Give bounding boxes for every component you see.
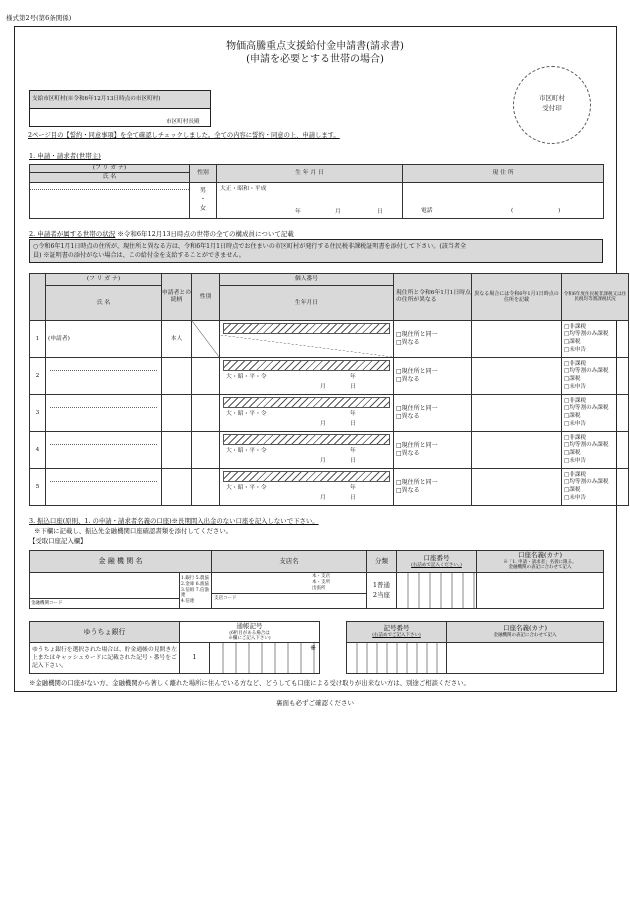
tax-status-options[interactable] xyxy=(562,321,629,358)
see-back-note: 裏面も必ずご確認ください xyxy=(276,699,354,707)
branch-type-1[interactable]: 本・支店 xyxy=(312,574,330,579)
previous-address-field[interactable] xyxy=(472,395,562,432)
opt-undeclared[interactable]: □未申告 xyxy=(564,494,587,501)
member-relation-field[interactable] xyxy=(162,358,192,395)
applicant-label: (申請者) xyxy=(48,335,70,342)
tsucho-prefix: 1 xyxy=(180,643,210,674)
previous-address-field[interactable] xyxy=(472,469,562,506)
hh-furigana-header: (フ リ ガ ナ) xyxy=(46,274,162,286)
era-options: 大・昭・平・令 xyxy=(226,447,267,454)
household-table xyxy=(29,273,629,506)
applicant-name-field[interactable] xyxy=(30,183,190,219)
kigo-field[interactable] xyxy=(347,643,447,674)
household-row xyxy=(30,469,629,506)
era-options: 大・昭・平・令 xyxy=(226,484,267,491)
same-address-options[interactable] xyxy=(394,321,472,358)
form-title xyxy=(150,41,480,66)
kigo-header xyxy=(347,622,447,643)
member-sex-field[interactable] xyxy=(192,432,220,469)
member-mynumber-field[interactable] xyxy=(220,432,394,469)
hh-diff-header: 異なる場合には令和6年1月1日時点の住所を記載 xyxy=(472,274,562,321)
tax-status-options[interactable] xyxy=(562,358,629,395)
applicant-sex-field[interactable]: 男 ・ 女 xyxy=(190,183,217,219)
section2-subtitle: ※令和6年12月13日時点の世帯の全ての構成員について記載 xyxy=(117,230,294,238)
phone-paren-close: ) xyxy=(558,208,561,214)
tsucho-mark: ※ xyxy=(310,644,317,652)
branch-header: 支店名 xyxy=(212,551,367,573)
relation-self: 本人 xyxy=(170,335,183,342)
opt-taxed[interactable]: □課税 xyxy=(564,376,581,382)
holder-header xyxy=(477,551,604,573)
member-mynumber-field[interactable] xyxy=(220,395,394,432)
row-number: 3 xyxy=(30,395,46,432)
opt-equal-only[interactable]: □均等割のみ課税 xyxy=(564,405,609,412)
row-number: 1 xyxy=(30,321,46,358)
hh-same-header: 現住所と令和6年1月1日時点の住所が異なる xyxy=(394,274,472,321)
type-header: 分類 xyxy=(367,551,397,573)
footer-note: ※金融機関の口座がない方、金融機関から著しく離れた場所に住んでいる方など、どうしても口座による受け取りが出来ない方は、別途ご相談ください。 xyxy=(29,679,470,687)
acct-no-label: 口座番号 xyxy=(423,553,450,562)
opt-different[interactable]: □異なる xyxy=(396,376,420,383)
section3-title: 3. 振込口座(原則、1. の申請・請求者名義の口座)※長期間入出金のない口座を記入しないで下さい。 xyxy=(29,517,319,525)
member-sex-field[interactable] xyxy=(192,321,220,358)
acct-no-header xyxy=(397,551,477,573)
opt-nontax[interactable]: □非課税 xyxy=(564,323,587,330)
section2-title-text: 2. 申請者が属する世帯の状況 xyxy=(29,230,116,238)
holder-note2: 金融機関の表記に合わせて記入 xyxy=(508,565,572,571)
kigo-label: 記号番号 xyxy=(383,624,410,633)
household-row xyxy=(30,358,629,395)
addressee-label: 支給市区町村(※令和6年12月13日時点の市区町村) xyxy=(32,96,161,102)
opt-undeclared[interactable]: □未申告 xyxy=(564,383,587,390)
month-label: 月 xyxy=(320,457,326,464)
bank-table xyxy=(29,550,604,609)
tsucho-label: 通帳記号 xyxy=(236,621,263,630)
opt-nontax[interactable]: □非課税 xyxy=(564,397,587,404)
applicant-birth-field[interactable] xyxy=(217,183,403,219)
previous-address-field[interactable] xyxy=(472,432,562,469)
birth-header: 生 年 月 日 xyxy=(217,165,403,183)
opt-equal-only[interactable]: □均等割のみ課税 xyxy=(564,368,609,375)
same-address-options[interactable] xyxy=(394,469,472,506)
account-number-field[interactable] xyxy=(397,573,477,609)
furigana-header: (フ リ ガ ナ) xyxy=(30,165,190,173)
hh-relation-header: 申請者との続柄 xyxy=(162,274,192,321)
yucho-holder-field[interactable] xyxy=(447,643,604,674)
year-label: 年 xyxy=(350,484,356,491)
opt-different[interactable]: □異なる xyxy=(396,487,420,494)
household-row xyxy=(30,321,629,358)
opt-equal-only[interactable]: □均等割のみ課税 xyxy=(564,442,609,449)
applicant-table xyxy=(29,164,604,219)
reception-stamp-circle xyxy=(513,66,591,144)
holder-note1: ※「1. 申請・請求者」名義に限る。 xyxy=(503,560,577,565)
section2-note1: ○令和6年1月1日時点の住所が、現住所と異なる方は、令和6年1月1日時点でお住まいの市区町村が発行する住民税非課税証明書を添付して下さい。(該当者全 xyxy=(33,243,467,250)
name-header: 氏 名 xyxy=(30,173,190,183)
opt-same[interactable]: □現住所と同一 xyxy=(396,404,438,412)
bank-type-3[interactable]: 3.信組 7.信漁連 xyxy=(181,587,210,599)
yucho-holder-note: 金融機関の表記に合わせて記入 xyxy=(493,633,557,639)
member-name-field[interactable] xyxy=(46,321,162,358)
opt-different[interactable]: □異なる xyxy=(396,339,420,346)
sex-header: 性別 xyxy=(190,165,217,183)
row-number: 4 xyxy=(30,432,46,469)
same-address-options[interactable] xyxy=(394,432,472,469)
section3-note: ※下欄に記載し、振込先金融機関口座確認書類を添付してください。 xyxy=(34,527,233,535)
previous-address-field[interactable] xyxy=(472,358,562,395)
member-name-field[interactable] xyxy=(46,432,162,469)
birth-month-label: 月 xyxy=(335,209,341,215)
stamp-line1: 市区町村 xyxy=(539,94,565,102)
household-row xyxy=(30,432,629,469)
yucho-holder-header xyxy=(447,622,604,643)
member-relation-field[interactable] xyxy=(162,395,192,432)
member-sex-field[interactable] xyxy=(192,358,220,395)
acct-type-ordinary[interactable]: 1普通 xyxy=(372,580,391,589)
yucho-holder-label: 口座名義(カナ) xyxy=(502,624,548,633)
tsucho-note2: ※欄にご記入下さい) xyxy=(228,635,271,641)
day-label: 日 xyxy=(350,420,356,427)
section1-title: 1. 申請・請求者(世帯主) xyxy=(29,152,101,160)
opt-different[interactable]: □異なる xyxy=(396,450,420,457)
member-name-field[interactable] xyxy=(46,469,162,506)
bank-code-label: 金融機関コード xyxy=(30,598,179,608)
phone-paren-open: ( xyxy=(511,208,514,214)
year-label: 年 xyxy=(350,447,356,454)
day-label: 日 xyxy=(350,494,356,501)
account-type-options[interactable] xyxy=(367,573,397,609)
member-relation-field[interactable] xyxy=(162,432,192,469)
address-header: 現 住 所 xyxy=(403,165,604,183)
opt-nontax[interactable]: □非課税 xyxy=(564,434,587,441)
pledge-notice: 2ページ目の【誓約・同意事項】を全て確認しチェックしました。全ての内容に誓約・同意の上、申請します。 xyxy=(28,132,340,139)
form-number: 様式第2号(第6条関係) xyxy=(6,14,72,22)
hh-mynumber-header: 個人番号 xyxy=(220,274,394,286)
acct-no-note: (右詰めで記入ください。) xyxy=(411,562,462,568)
member-relation-field[interactable] xyxy=(162,321,192,358)
hh-tax-header: 令和6年度住民税非課税又は住民税均等割課税状況 xyxy=(562,274,629,321)
birth-year-label: 年 xyxy=(295,209,301,215)
opt-taxed[interactable]: □課税 xyxy=(564,413,581,419)
opt-same[interactable]: □現住所と同一 xyxy=(396,367,438,375)
yucho-description: ゆうちょ銀行を選択された場合は、貯金通帳の見開き左上またはキャッシュカードに記載された記号・番号をご記入下さい。 xyxy=(30,643,180,674)
hh-birth-header: 生年月日 xyxy=(220,286,394,321)
household-row xyxy=(30,395,629,432)
member-sex-field[interactable] xyxy=(192,395,220,432)
title-line1: 物価高騰重点支援給付金申請書(請求書) xyxy=(226,41,404,52)
year-label: 年 xyxy=(350,373,356,380)
holder-label: 口座名義(カナ) xyxy=(517,551,563,560)
tax-status-options[interactable] xyxy=(562,432,629,469)
opt-equal-only[interactable]: □均等割のみ課税 xyxy=(564,479,609,486)
opt-nontax[interactable]: □非課税 xyxy=(564,360,587,367)
phone-label: 電話 xyxy=(421,208,433,214)
tax-status-options[interactable] xyxy=(562,469,629,506)
era-options: 大・昭・平・令 xyxy=(226,410,267,417)
yucho-table xyxy=(29,621,604,674)
bank-name-header: 金 融 機 関 名 xyxy=(30,551,212,573)
holder-name-field[interactable] xyxy=(477,573,604,609)
branch-name-field[interactable] xyxy=(212,573,367,609)
month-label: 月 xyxy=(320,420,326,427)
yucho-label: ゆうちょ銀行 xyxy=(30,622,180,643)
member-mynumber-field[interactable] xyxy=(220,321,394,358)
birth-era: 大正・昭和・平成 xyxy=(220,186,267,192)
member-sex-field[interactable] xyxy=(192,469,220,506)
member-name-field[interactable] xyxy=(46,395,162,432)
month-label: 月 xyxy=(320,383,326,390)
title-line2: (申請を必要とする世帯の場合) xyxy=(246,53,384,65)
branch-type-3[interactable]: 出張所 xyxy=(312,585,326,591)
member-name-field[interactable] xyxy=(46,358,162,395)
opt-taxed[interactable]: □課税 xyxy=(564,339,581,345)
row-number: 2 xyxy=(30,358,46,395)
acct-type-checking[interactable]: 2当座 xyxy=(372,590,391,599)
bank-type-4[interactable]: 4.信連 xyxy=(181,599,195,605)
month-label: 月 xyxy=(320,494,326,501)
hh-sex-header: 性別 xyxy=(192,274,220,321)
row-number: 5 xyxy=(30,469,46,506)
tsucho-note1: (6桁目がある場合は xyxy=(229,630,270,636)
bank-type-2[interactable]: 2.金庫 6.漁協 xyxy=(181,581,210,587)
day-label: 日 xyxy=(350,457,356,464)
kigo-note: (右詰めでご記入下さい) xyxy=(372,633,421,639)
opt-undeclared[interactable]: □未申告 xyxy=(564,346,587,353)
same-address-options[interactable] xyxy=(394,395,472,432)
birth-day-label: 日 xyxy=(377,209,383,215)
stamp-line2: 受付印 xyxy=(542,103,562,112)
opt-undeclared[interactable]: □未申告 xyxy=(564,457,587,464)
member-mynumber-field[interactable] xyxy=(220,469,394,506)
previous-address-field[interactable] xyxy=(472,321,562,358)
section2-title xyxy=(29,231,294,239)
opt-same[interactable]: □現住所と同一 xyxy=(396,441,438,449)
branch-code-label: 支店コード xyxy=(212,593,366,603)
opt-undeclared[interactable]: □未申告 xyxy=(564,420,587,427)
applicant-address-field[interactable] xyxy=(403,183,604,219)
tax-status-options[interactable] xyxy=(562,395,629,432)
section3-subhead: 【受取口座記入欄】 xyxy=(29,537,87,545)
section2-note-box xyxy=(29,239,603,263)
section2-note2: 員) ※証明書の添付がない場合は、この給付金を支給することができません。 xyxy=(33,252,245,260)
opt-different[interactable]: □異なる xyxy=(396,413,420,420)
same-address-options[interactable] xyxy=(394,358,472,395)
tsucho-header xyxy=(180,622,320,643)
year-label: 年 xyxy=(350,410,356,417)
opt-equal-only[interactable]: □均等割のみ課税 xyxy=(564,331,609,338)
day-label: 日 xyxy=(350,383,356,390)
opt-taxed[interactable]: □課税 xyxy=(564,487,581,493)
member-relation-field[interactable] xyxy=(162,469,192,506)
opt-taxed[interactable]: □課税 xyxy=(564,450,581,456)
hh-name-header: 氏 名 xyxy=(46,286,162,321)
branch-type-2[interactable]: 本・支所 xyxy=(312,579,330,585)
addressee-suffix: 市区町村長殿 xyxy=(166,119,200,125)
bank-name-field[interactable] xyxy=(30,573,180,609)
era-options: 大・昭・平・令 xyxy=(226,373,267,380)
tsucho-field[interactable] xyxy=(210,643,320,674)
opt-same[interactable]: □現住所と同一 xyxy=(396,330,438,338)
bank-type-1[interactable]: 1.銀行 5.農協 xyxy=(181,575,210,581)
opt-same[interactable]: □現住所と同一 xyxy=(396,478,438,486)
member-mynumber-field[interactable] xyxy=(220,358,394,395)
opt-nontax[interactable]: □非課税 xyxy=(564,471,587,478)
